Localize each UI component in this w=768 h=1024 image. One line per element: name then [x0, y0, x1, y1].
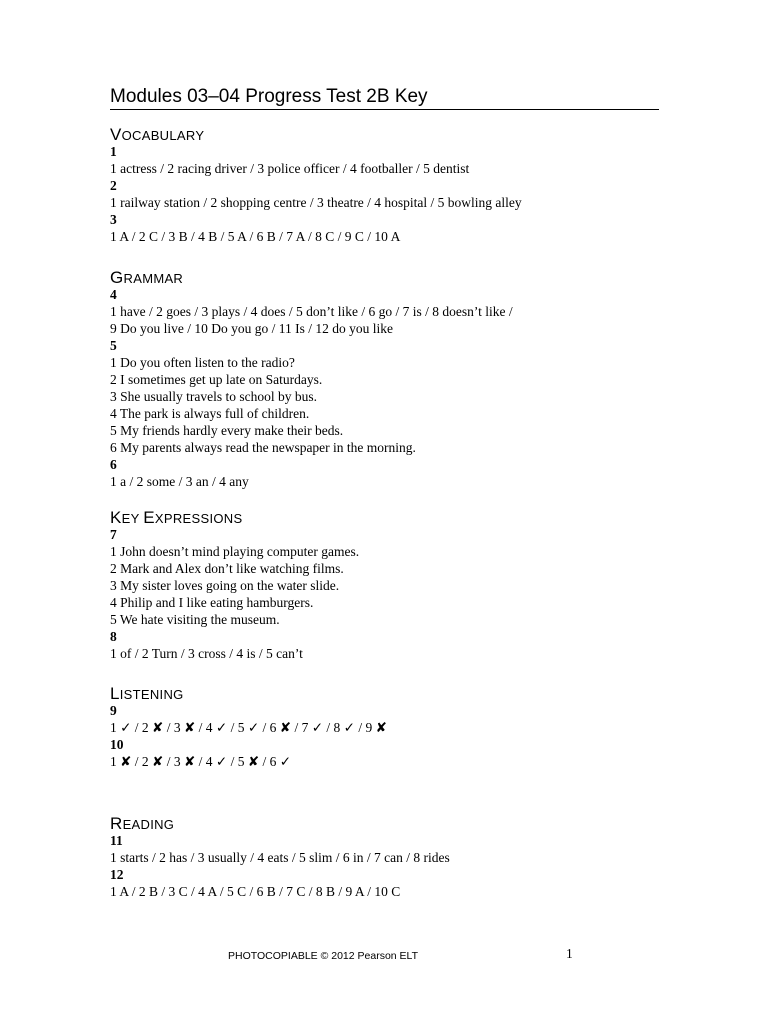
answer-line: 1 A / 2 C / 3 B / 4 B / 5 A / 6 B / 7 A / 8 C / 9 C / 10 A — [110, 229, 401, 244]
copyright-footer: PHOTOCOPIABLE © 2012 Pearson ELT — [228, 950, 419, 962]
page-number: 1 — [566, 946, 573, 961]
answer-line: 1 ✓ / 2 ✘ / 3 ✘ / 4 ✓ / 5 ✓ / 6 ✘ / 7 ✓ / 8 ✓ / 9 ✘ — [110, 720, 387, 735]
answer-line: 3 My sister loves going on the water slide. — [110, 578, 340, 593]
answer-line: 6 My parents always read the newspaper in the morning. — [110, 440, 416, 455]
question-number: 3 — [110, 212, 117, 227]
answer-line: 1 actress / 2 racing driver / 3 police officer / 4 footballer / 5 dentist — [110, 161, 470, 176]
answer-line: 1 starts / 2 has / 3 usually / 4 eats / 5 slim / 6 in / 7 can / 8 rides — [110, 850, 450, 865]
answer-line: 9 Do you live / 10 Do you go / 11 Is / 12 do you like — [110, 321, 393, 336]
section-vocabulary — [110, 126, 670, 245]
title-rule — [110, 109, 659, 110]
answer-line: 1 railway station / 2 shopping centre / 3 theatre / 4 hospital / 5 bowling alley — [110, 195, 522, 210]
answer-line: 1 have / 2 goes / 3 plays / 4 does / 5 don’t like / 6 go / 7 is / 8 doesn’t like / — [110, 304, 513, 319]
section-heading: READING — [110, 814, 175, 833]
question-number: 1 — [110, 144, 117, 159]
question-number: 10 — [110, 737, 124, 752]
answer-line: 2 Mark and Alex don’t like watching films. — [110, 561, 344, 576]
answer-line: 1 of / 2 Turn / 3 cross / 4 is / 5 can’t — [110, 646, 303, 661]
section-listening — [110, 685, 670, 770]
question-number: 9 — [110, 703, 117, 718]
answer-line: 1 John doesn’t mind playing computer games. — [110, 544, 360, 559]
question-number: 11 — [110, 833, 123, 848]
answer-line: 1 ✘ / 2 ✘ / 3 ✘ / 4 ✓ / 5 ✘ / 6 ✓ — [110, 754, 292, 769]
answer-line: 1 a / 2 some / 3 an / 4 any — [110, 474, 249, 489]
section-reading — [110, 815, 670, 900]
answer-line: 1 A / 2 B / 3 C / 4 A / 5 C / 6 B / 7 C / 8 B / 9 A / 10 C — [110, 884, 401, 899]
question-number: 6 — [110, 457, 117, 472]
section-heading: KEY EXPRESSIONS — [110, 508, 243, 527]
section-heading: LISTENING — [110, 684, 184, 703]
section-grammar — [110, 269, 670, 490]
answer-line: 5 We hate visiting the museum. — [110, 612, 280, 627]
question-number: 7 — [110, 527, 117, 542]
answer-line: 3 She usually travels to school by bus. — [110, 389, 317, 404]
section-heading: GRAMMAR — [110, 268, 184, 287]
section-key-expressions — [110, 509, 670, 662]
question-number: 5 — [110, 338, 117, 353]
question-number: 2 — [110, 178, 117, 193]
question-number: 4 — [110, 287, 117, 302]
question-number: 8 — [110, 629, 117, 644]
question-number: 12 — [110, 867, 124, 882]
page-title: Modules 03–04 Progress Test 2B Key — [110, 86, 428, 107]
answer-line: 4 The park is always full of children. — [110, 406, 310, 421]
answer-line: 4 Philip and I like eating hamburgers. — [110, 595, 314, 610]
section-heading: VOCABULARY — [110, 125, 205, 144]
answer-line: 2 I sometimes get up late on Saturdays. — [110, 372, 323, 387]
answer-line: 1 Do you often listen to the radio? — [110, 355, 295, 370]
answer-line: 5 My friends hardly every make their beds. — [110, 423, 344, 438]
